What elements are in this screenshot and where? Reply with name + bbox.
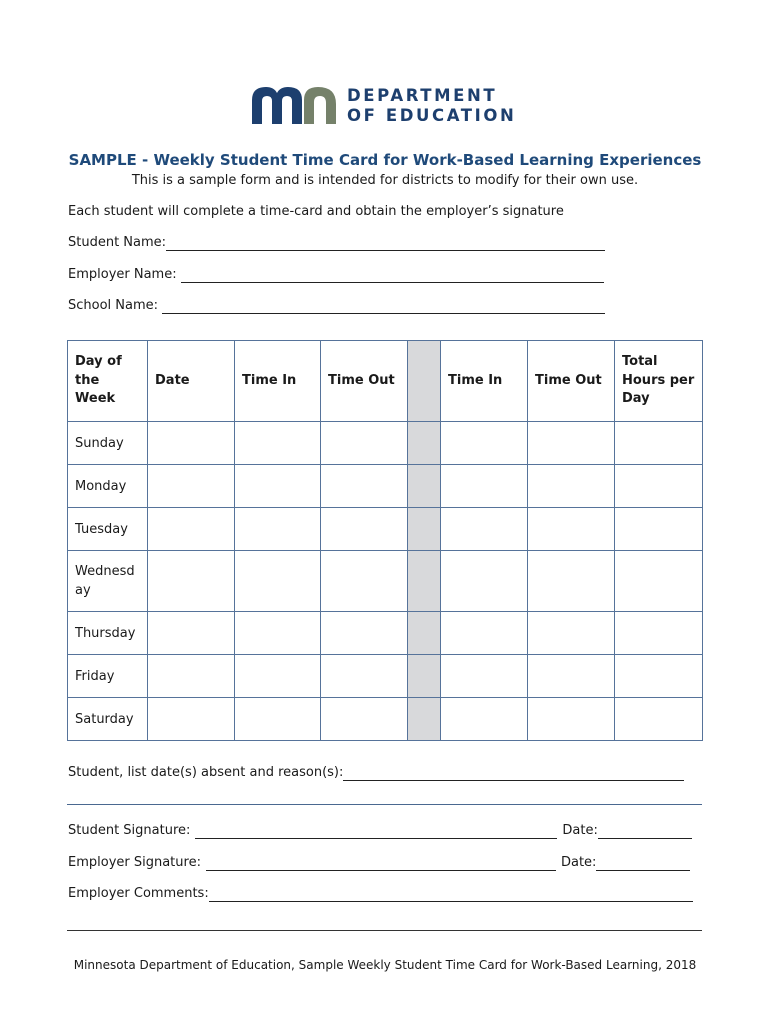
time-in-cell[interactable] (235, 551, 321, 612)
absent-line[interactable] (343, 767, 684, 781)
student-signature-label: Student Signature: (68, 823, 191, 838)
table-row (68, 698, 703, 741)
day-cell: Friday (68, 655, 148, 698)
divider-cell (408, 551, 441, 612)
school-name-label: School Name: (68, 298, 159, 313)
time-out-cell[interactable] (321, 422, 408, 465)
day-cell: Sunday (68, 422, 148, 465)
time-out-cell[interactable] (321, 551, 408, 612)
form-title: SAMPLE - Weekly Student Time Card for Work-Based Learning Experiences (68, 151, 702, 169)
time-out-cell[interactable] (321, 465, 408, 508)
date-cell[interactable] (148, 422, 235, 465)
student-name-label: Student Name: (68, 235, 167, 250)
day-cell: Saturday (68, 698, 148, 741)
employer-signature-row (68, 855, 690, 871)
total-hours-cell[interactable] (615, 465, 703, 508)
student-name-row (68, 235, 605, 251)
time-in-cell[interactable] (235, 465, 321, 508)
time-in-cell[interactable] (441, 551, 528, 612)
total-hours-cell[interactable] (615, 698, 703, 741)
total-hours-cell[interactable] (615, 422, 703, 465)
day-cell: Thursday (68, 612, 148, 655)
employer-date-line[interactable] (596, 857, 690, 871)
time-out-cell[interactable] (321, 698, 408, 741)
time-out-cell[interactable] (528, 508, 615, 551)
header-divider (408, 341, 441, 422)
header-total-hours: Total Hours per Day (615, 341, 703, 422)
table-row (68, 508, 703, 551)
header-time-out-2: Time Out (528, 341, 615, 422)
divider-cell (408, 612, 441, 655)
time-out-cell[interactable] (321, 508, 408, 551)
time-card-table (67, 340, 703, 741)
time-out-cell[interactable] (528, 551, 615, 612)
student-name-line[interactable] (166, 237, 605, 251)
time-in-cell[interactable] (441, 465, 528, 508)
time-in-cell[interactable] (441, 422, 528, 465)
school-name-line[interactable] (162, 300, 605, 314)
logo-wordmark (347, 86, 516, 126)
table-row (68, 465, 703, 508)
instructions-text: Each student will complete a time-card and obtain the employer’s signature (68, 204, 564, 219)
time-in-cell[interactable] (441, 612, 528, 655)
date-cell[interactable] (148, 508, 235, 551)
absent-label: Student, list date(s) absent and reason(s): (68, 765, 344, 780)
time-in-cell[interactable] (235, 508, 321, 551)
time-out-cell[interactable] (321, 612, 408, 655)
divider-cell (408, 422, 441, 465)
time-out-cell[interactable] (528, 422, 615, 465)
logo-line-2: OF EDUCATION (347, 106, 517, 125)
employer-comments-row (68, 886, 693, 902)
form-subtitle: This is a sample form and is intended for districts to modify for their own use. (131, 173, 639, 188)
divider-cell (408, 698, 441, 741)
header-day-of-week: Day of the Week (68, 341, 148, 422)
time-in-cell[interactable] (235, 698, 321, 741)
divider-cell (408, 508, 441, 551)
date-cell[interactable] (148, 551, 235, 612)
day-cell: Tuesday (68, 508, 148, 551)
employer-signature-line[interactable] (206, 857, 556, 871)
time-in-cell[interactable] (441, 508, 528, 551)
table-header-row (68, 341, 703, 422)
date-cell[interactable] (148, 465, 235, 508)
student-signature-line[interactable] (195, 825, 557, 839)
divider-cell (408, 465, 441, 508)
table-row (68, 655, 703, 698)
employer-comments-second-line[interactable] (67, 930, 702, 931)
time-in-cell[interactable] (235, 612, 321, 655)
time-out-cell[interactable] (528, 698, 615, 741)
student-date-label: Date: (562, 823, 598, 838)
time-out-cell[interactable] (528, 612, 615, 655)
total-hours-cell[interactable] (615, 612, 703, 655)
employer-comments-line[interactable] (209, 888, 693, 902)
employer-date-label: Date: (560, 855, 597, 870)
employer-name-line[interactable] (181, 269, 604, 283)
header-date: Date (148, 341, 235, 422)
date-cell[interactable] (148, 698, 235, 741)
mn-logo-mark-icon (252, 86, 338, 126)
day-cell: Wednesday (68, 551, 148, 612)
date-cell[interactable] (148, 655, 235, 698)
time-out-cell[interactable] (528, 465, 615, 508)
table-row (68, 551, 703, 612)
school-name-row (68, 298, 605, 314)
time-out-cell[interactable] (321, 655, 408, 698)
date-cell[interactable] (148, 612, 235, 655)
time-in-cell[interactable] (441, 655, 528, 698)
mde-logo (252, 86, 527, 126)
time-in-cell[interactable] (235, 422, 321, 465)
header-time-in: Time In (235, 341, 321, 422)
divider-cell (408, 655, 441, 698)
logo-line-1: DEPARTMENT (347, 86, 498, 105)
employer-comments-label: Employer Comments: (68, 886, 209, 901)
time-in-cell[interactable] (235, 655, 321, 698)
table-row (68, 422, 703, 465)
student-signature-row (68, 823, 692, 839)
employer-name-label: Employer Name: (68, 267, 177, 282)
time-in-cell[interactable] (441, 698, 528, 741)
time-out-cell[interactable] (528, 655, 615, 698)
employer-signature-label: Employer Signature: (68, 855, 201, 870)
student-date-line[interactable] (598, 825, 692, 839)
absent-second-line[interactable] (67, 804, 702, 805)
employer-name-row (68, 267, 604, 283)
footer-text: Minnesota Department of Education, Sample Weekly Student Time Card for Work-Based Learning, 2018 (73, 958, 697, 972)
header-time-in-2: Time In (441, 341, 528, 422)
total-hours-cell[interactable] (615, 551, 703, 612)
day-cell: Monday (68, 465, 148, 508)
total-hours-cell[interactable] (615, 655, 703, 698)
absent-row (68, 765, 684, 781)
table-row (68, 612, 703, 655)
total-hours-cell[interactable] (615, 508, 703, 551)
header-time-out: Time Out (321, 341, 408, 422)
